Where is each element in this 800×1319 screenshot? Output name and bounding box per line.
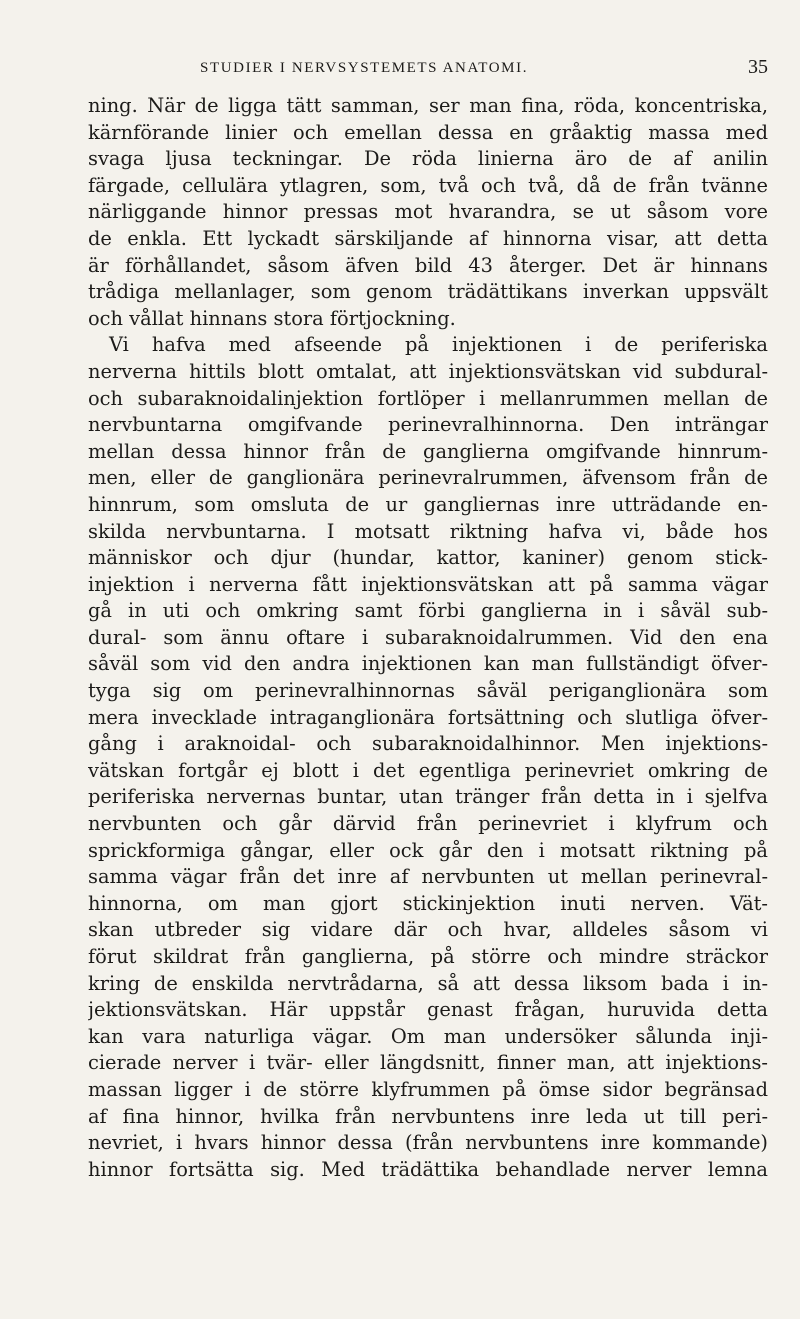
text-line: trådiga mellanlager, som genom trädättikans inverkan uppsvält bbox=[88, 280, 768, 304]
body-text bbox=[88, 93, 768, 1183]
text-line: skan utbreder sig vidare där och hvar, alldeles såsom vi bbox=[88, 918, 768, 942]
text-line: nevriet, i hvars hinnor dessa (från nervbuntens inre kommande) bbox=[88, 1131, 768, 1155]
text-line: ning. När de ligga tätt samman, ser man fina, röda, koncentriska, bbox=[88, 94, 768, 117]
text-line: periferiska nervernas buntar, utan tränger från detta in i sjelfva bbox=[88, 785, 768, 809]
text-line: och subaraknoidalinjektion fortlöper i mellanrummen mellan de bbox=[88, 386, 768, 410]
text-line: hinnorna, om man gjort stickinjektion inuti nerven. Vät- bbox=[88, 891, 768, 915]
text-line: nervbunten och går därvid från perinevriet i klyfrum och bbox=[88, 812, 768, 836]
text-line: färgade, cellulära ytlagren, som, två och två, då de från tvänne bbox=[88, 173, 768, 197]
text-line: förut skildrat från ganglierna, på större och mindre sträckor bbox=[88, 945, 768, 968]
text-line: nervbuntarna omgifvande perinevralhinnorna. Den inträngar bbox=[88, 413, 768, 437]
text-line: tyga sig om perinevralhinnornas såväl periganglionära som bbox=[88, 679, 768, 703]
text-line: injektion i nerverna fått injektionsvätskan att på samma vägar bbox=[88, 572, 768, 596]
text-line: de enkla. Ett lyckadt särskiljande af hinnorna visar, att detta bbox=[88, 226, 768, 250]
text-line: kan vara naturliga vägar. Om man undersöker sålunda inji- bbox=[88, 1024, 768, 1048]
text-line: såväl som vid den andra injektionen kan man fullständigt öfver- bbox=[88, 652, 768, 676]
text-line: massan ligger i de större klyfrummen på ömse sidor begränsad bbox=[88, 1077, 768, 1101]
text-line: jektionsvätskan. Här uppstår genast frågan, huruvida detta bbox=[88, 998, 768, 1022]
text-line: dural- som ännu oftare i subaraknoidalrummen. Vid den ena bbox=[88, 625, 768, 649]
text-line: vätskan fortgår ej blott i det egentliga perinevriet omkring de bbox=[88, 758, 768, 782]
text-line: kring de enskilda nervtrådarna, så att dessa liksom bada i in- bbox=[88, 971, 768, 995]
text-line: sprickformiga gångar, eller ock går den i motsatt riktning på bbox=[88, 838, 768, 862]
text-line: människor och djur (hundar, kattor, kaniner) genom stick- bbox=[88, 546, 768, 570]
text-line: och vållat hinnans stora förtjockning. bbox=[88, 306, 456, 330]
text-line: kärnförande linier och emellan dessa en gråaktig massa med bbox=[88, 120, 768, 144]
text-line: mera invecklade intraganglionära fortsättning och slutliga öfver- bbox=[88, 705, 768, 729]
text-line: af fina hinnor, hvilka från nervbuntens inre leda ut till peri- bbox=[88, 1104, 768, 1128]
running-title: STUDIER I NERVSYSTEMETS ANATOMI. bbox=[200, 60, 529, 76]
text-line: gång i araknoidal- och subaraknoidalhinnor. Men injektions- bbox=[88, 732, 768, 756]
text-line: hinnrum, som omsluta de ur gangliernas inre utträdande en- bbox=[88, 492, 768, 516]
text-line: närliggande hinnor pressas mot hvarandra, se ut såsom vore bbox=[88, 200, 768, 224]
text-line: mellan dessa hinnor från de ganglierna omgifvande hinnrum- bbox=[88, 439, 768, 463]
text-line: cierade nerver i tvär- eller längdsnitt, finner man, att injektions- bbox=[88, 1051, 768, 1075]
text-line: samma vägar från det inre af nervbunten ut mellan perinevral- bbox=[88, 865, 768, 889]
running-head bbox=[88, 56, 768, 90]
text-line: men, eller de ganglionära perinevralrummen, äfvensom från de bbox=[88, 466, 768, 490]
text-line-paragraph-start: Vi hafva med afseende på injektionen i de periferiska bbox=[109, 333, 768, 357]
text-line: svaga ljusa teckningar. De röda linierna äro de af anilin bbox=[88, 147, 768, 171]
text-line: är förhållandet, såsom äfven bild 43 återger. Det är hinnans bbox=[88, 253, 768, 277]
text-line: skilda nervbuntarna. I motsatt riktning hafva vi, både hos bbox=[88, 519, 768, 543]
page-number: 35 bbox=[748, 56, 768, 78]
text-line: nerverna hittils blott omtalat, att injektionsvätskan vid subdural- bbox=[88, 359, 768, 383]
text-line: gå in uti och omkring samt förbi ganglierna in i såväl sub- bbox=[88, 599, 768, 623]
text-line: hinnor fortsätta sig. Med trädättika behandlade nerver lemna bbox=[88, 1157, 768, 1181]
